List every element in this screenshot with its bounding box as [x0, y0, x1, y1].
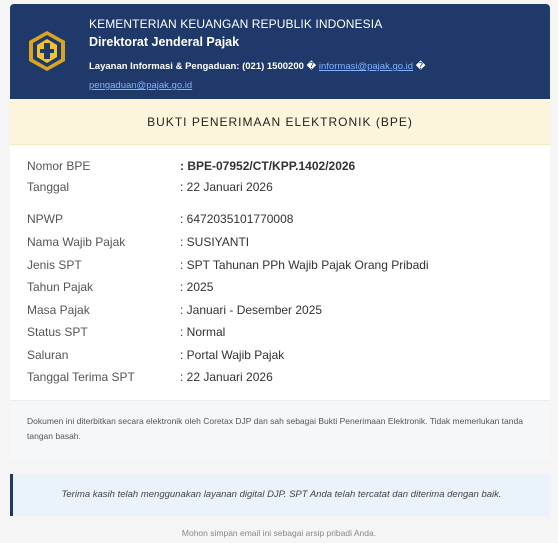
thank-you-message: Terima kasih telah menggunakan layanan digital DJP. SPT Anda telah tercatat dan diterima dengan baik. [10, 474, 550, 516]
field-status-spt [27, 323, 537, 341]
field-value: : SPT Tahunan PPh Wajib Pajak Orang Pribadi [180, 258, 429, 272]
field-label: Saluran [27, 348, 69, 362]
field-label: Tanggal [27, 180, 70, 194]
email-card [10, 4, 550, 460]
field-value: : BPE-07952/CT/KPP.1402/2026 [180, 159, 356, 173]
field-value: : Portal Wajib Pajak [180, 348, 285, 362]
field-label: Status SPT [27, 325, 88, 339]
field-masa-pajak [27, 301, 537, 319]
directorate-name: Direktorat Jenderal Pajak [89, 35, 240, 49]
field-value: : 22 Januari 2026 [180, 370, 273, 384]
email-complaint-link[interactable]: pengaduan@pajak.go.id [89, 80, 193, 91]
field-label: Tahun Pajak [27, 280, 94, 294]
separator: � [306, 61, 317, 72]
field-value: : 6472035101770008 [180, 212, 294, 226]
field-value: : SUSIYANTI [180, 235, 250, 249]
archive-note: Mohon simpan email ini sebagai arsip pribadi Anda. [181, 528, 377, 538]
field-npwp [27, 210, 537, 228]
bpe-fields [10, 145, 550, 389]
email-header [10, 4, 550, 99]
field-label: Nomor BPE [27, 159, 91, 173]
field-jenis-spt [27, 256, 537, 274]
field-label: Tanggal Terima SPT [27, 370, 135, 384]
field-nomor-bpe [27, 157, 537, 175]
field-saluran [27, 346, 537, 364]
contact-info [89, 57, 529, 95]
org-name: KEMENTERIAN KEUANGAN REPUBLIK INDONESIA [89, 17, 383, 31]
field-value: : Normal [180, 325, 226, 339]
field-tanggal-terima-spt [27, 368, 537, 386]
bpe-banner: BUKTI PENERIMAAN ELEKTRONIK (BPE) [10, 99, 550, 145]
separator: � [415, 61, 426, 72]
field-value: : 22 Januari 2026 [180, 180, 273, 194]
field-label: Nama Wajib Pajak [27, 235, 126, 249]
field-nama-wajib-pajak [27, 233, 537, 251]
kemenkeu-logo-icon [25, 29, 69, 73]
field-label: Masa Pajak [27, 303, 90, 317]
field-label: Jenis SPT [27, 258, 82, 272]
field-label: NPWP [27, 212, 63, 226]
contact-label: Layanan Informasi & Pengaduan: (021) 1500200 [89, 61, 304, 72]
field-tanggal [27, 178, 537, 196]
field-value: : 2025 [180, 280, 214, 294]
field-value: : Januari - Desember 2025 [180, 303, 323, 317]
field-tahun-pajak [27, 278, 537, 296]
email-info-link[interactable]: informasi@pajak.go.id [318, 61, 414, 72]
legal-note: Dokumen ini diterbitkan secara elektronik oleh Coretax DJP dan sah sebagai Bukti Penerimaan Elektronik. Tidak memerlukan tanda tangan basah. [10, 400, 550, 460]
